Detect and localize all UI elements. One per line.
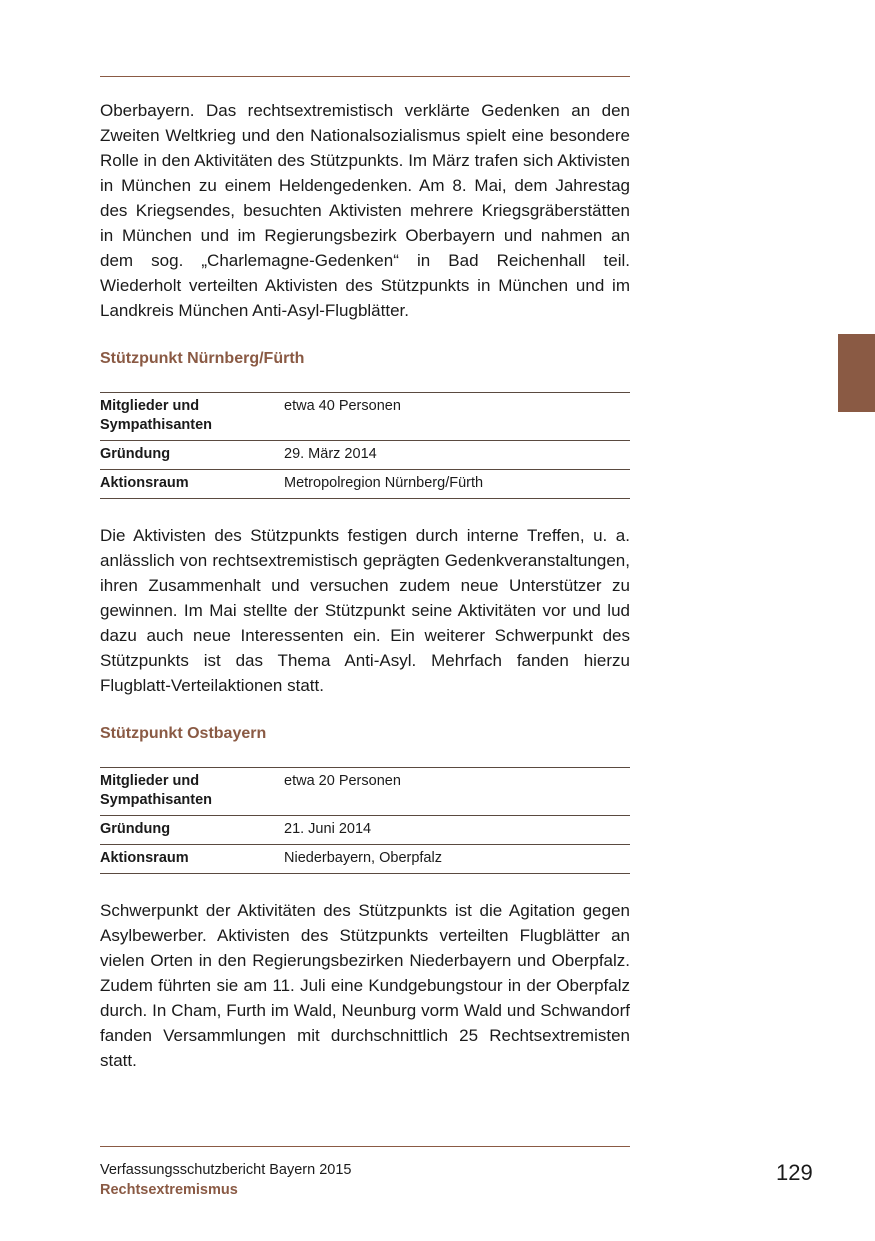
table-label: Aktionsraum	[100, 475, 189, 491]
table-row	[100, 768, 630, 816]
table-row	[100, 845, 630, 874]
footer-chapter-name: Rechtsextremismus	[100, 1182, 238, 1198]
body-paragraph: Die Aktivisten des Stützpunkts festigen durch interne Treffen, u. a. anlässlich von rechtsextremistisch geprägten Gedenkveranstaltungen, ihren Zusammenhalt und versuchen zudem neue Unterstützer zu gewinnen. Im Mai stellte der Stützpunkt seine Aktivitäten vor und lud dazu auch neue Interessenten ein. Ein weiterer Schwerpunkt des Stützpunkts ist das Thema Anti-Asyl. Mehrfach fanden hierzu Flugblatt-Verteilaktionen statt.	[100, 526, 630, 695]
header-rule	[100, 76, 630, 77]
section-heading: Stützpunkt Ostbayern	[100, 725, 267, 742]
table-row	[100, 441, 630, 470]
table-value: etwa 40 Personen	[284, 398, 401, 414]
section-heading: Stützpunkt Nürnberg/Fürth	[100, 350, 305, 367]
body-paragraph: Schwerpunkt der Aktivitäten des Stützpunkts ist die Agitation gegen Asylbewerber. Aktivisten des Stützpunkts verteilten Flugblätter an vielen Orten in den Regierungsbezirken Niederbayern und Oberpfalz. Zudem führten sie am 11. Juli eine Kundgebungstour in der Oberpfalz durch. In Cham, Furth im Wald, Neunburg vorm Wald und Schwandorf fanden Versammlungen mit durchschnittlich 25 Rechtsextremisten statt.	[100, 901, 630, 1070]
chapter-tab-marker	[838, 334, 875, 412]
info-table	[100, 392, 630, 499]
table-value: 29. März 2014	[284, 446, 377, 462]
table-value: 21. Juni 2014	[284, 821, 372, 837]
footer-publication-title: Verfassungsschutzbericht Bayern 2015	[100, 1162, 352, 1178]
table-label: Mitglieder und Sympathisanten	[100, 398, 212, 433]
body-paragraph: Oberbayern. Das rechtsextremistisch verklärte Gedenken an den Zweiten Weltkrieg und den Nationalsozialismus spielt eine besondere Rolle in den Aktivitäten des Stützpunkts. Im März trafen sich Aktivisten in München zu einem Heldengedenken. Am 8. Mai, dem Jahrestag des Kriegsendes, besuchten Aktivisten mehrere Kriegsgräberstätten in München und im Regierungsbezirk Oberbayern und nahmen an dem sog. „Charlemagne-Gedenken“ in Bad Reichenhall teil. Wiederholt verteilten Aktivisten des Stützpunkts in München und im Landkreis München Anti-Asyl-Flugblätter.	[100, 101, 630, 320]
page-number: 129	[776, 1160, 813, 1185]
table-row	[100, 816, 630, 845]
table-row	[100, 393, 630, 441]
table-value: Metropolregion Nürnberg/Fürth	[284, 475, 484, 491]
table-value: Niederbayern, Oberpfalz	[284, 850, 442, 866]
table-label: Mitglieder und Sympathisanten	[100, 773, 212, 808]
table-label: Gründung	[100, 821, 171, 837]
table-row	[100, 470, 630, 499]
footer-rule	[100, 1146, 630, 1147]
table-label: Gründung	[100, 446, 171, 462]
table-label: Aktionsraum	[100, 850, 189, 866]
info-table	[100, 767, 630, 874]
table-value: etwa 20 Personen	[284, 773, 401, 789]
